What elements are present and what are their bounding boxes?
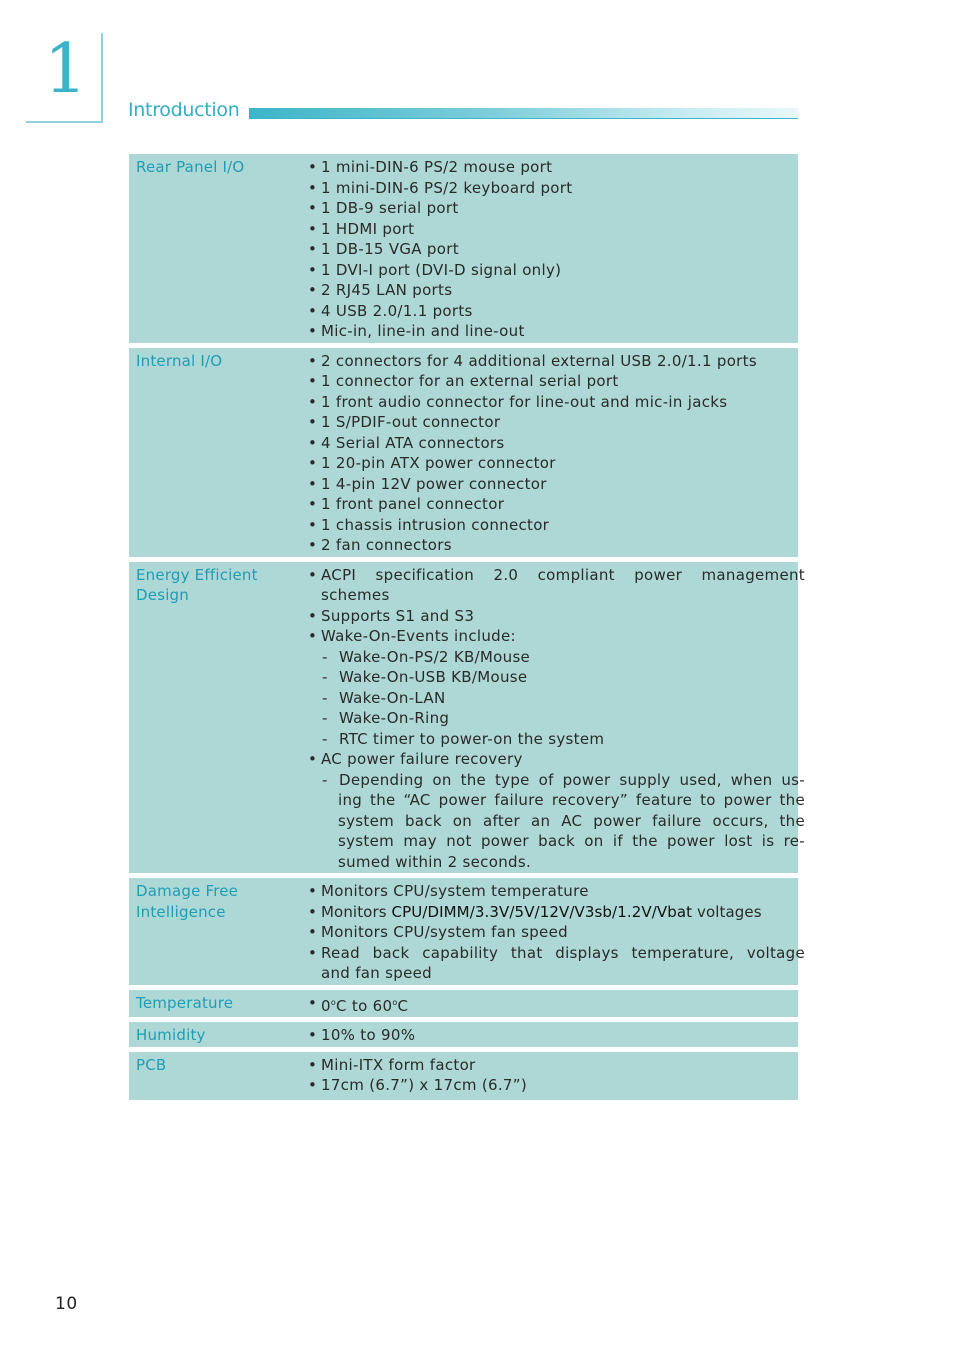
sub-list-item: - Wake-On-PS/2 KB/Mouse bbox=[322, 647, 531, 666]
chapter-number: 1 bbox=[44, 30, 88, 109]
spec-label: Damage Free Intelligence bbox=[136, 882, 239, 921]
sub-list-item: - Depending on the type of power supply used, when us- bbox=[322, 770, 805, 789]
list-item: • Read back capability that displays temperature, voltage bbox=[308, 943, 805, 962]
list-item: • 2 fan connectors bbox=[308, 536, 452, 554]
sub-list-item-continuation: ing the “AC power failure recovery” feature to power the bbox=[338, 791, 805, 809]
chapter-divider-vertical bbox=[101, 33, 103, 123]
list-item: • Monitors CPU/system temperature bbox=[308, 882, 589, 900]
list-item: • 1 mini-DIN-6 PS/2 keyboard port bbox=[308, 178, 573, 197]
spec-row-internal-io bbox=[129, 348, 798, 557]
sub-list-item: - Wake-On-Ring bbox=[322, 709, 450, 727]
spec-row-rear-panel-io bbox=[129, 154, 798, 343]
chapter-divider-horizontal bbox=[26, 121, 103, 123]
spec-items bbox=[300, 1025, 805, 1046]
list-item: • Wake-On-Events include: bbox=[308, 627, 516, 645]
page-number: 10 bbox=[55, 1294, 78, 1314]
list-item: • 1 DVI-I port (DVI-D signal only) bbox=[308, 260, 562, 279]
chapter-title-bar bbox=[249, 108, 798, 118]
list-item-continuation: and fan speed bbox=[321, 964, 432, 982]
list-item: • 2 RJ45 LAN ports bbox=[308, 281, 453, 299]
list-item: • 1 20-pin ATX power connector bbox=[308, 454, 556, 472]
list-item: • AC power failure recovery bbox=[308, 750, 523, 768]
spec-row-damage-free-intelligence bbox=[129, 878, 805, 985]
list-item: • 1 chassis intrusion connector bbox=[308, 515, 550, 534]
spec-label: Humidity bbox=[136, 1026, 206, 1044]
sub-list-item-continuation: system back on after an AC power failure occurs, the bbox=[338, 811, 805, 830]
list-item: • 1 S/PDIF-out connector bbox=[308, 413, 501, 431]
list-item-continuation: schemes bbox=[321, 586, 390, 604]
list-item: • 1 DB-15 VGA port bbox=[308, 240, 459, 258]
spec-label: Internal I/O bbox=[136, 351, 223, 370]
spec-items bbox=[300, 881, 805, 984]
list-item: • 1 4-pin 12V power connector bbox=[308, 474, 547, 493]
chapter-title: Introduction bbox=[128, 99, 240, 121]
list-item: • 4 USB 2.0/1.1 ports bbox=[308, 301, 473, 320]
spec-label: Energy Efficient Design bbox=[136, 565, 258, 604]
sub-list-item-continuation: system may not power back on if the power lost is re- bbox=[338, 832, 805, 850]
spec-row-energy-efficient-design bbox=[129, 562, 805, 874]
list-item: • 0$^o$C to 60$^o$C bbox=[308, 993, 409, 1015]
list-item: • 1 HDMI port bbox=[308, 219, 415, 238]
spec-label: Temperature bbox=[136, 993, 234, 1012]
list-item: • 1 front audio connector for line-out and mic-in jacks bbox=[308, 392, 728, 411]
list-item: • 2 connectors for 4 additional external USB 2.0/1.1 ports bbox=[308, 351, 757, 370]
sub-list-item: - Wake-On-USB KB/Mouse bbox=[322, 668, 528, 686]
spec-items bbox=[300, 351, 805, 556]
list-item: • 1 front panel connector bbox=[308, 495, 505, 513]
list-item: • 1 DB-9 serial port bbox=[308, 199, 459, 217]
spec-items bbox=[300, 157, 805, 342]
list-item: • Monitors CPU/DIMM/3.3V/5V/12V/V3sb/1.2V/Vbat voltages bbox=[308, 902, 762, 921]
spec-row-temperature bbox=[129, 990, 798, 1018]
spec-items bbox=[300, 993, 805, 1017]
sub-list-item: - RTC timer to power-on the system bbox=[322, 729, 605, 748]
sub-list-item: - Wake-On-LAN bbox=[322, 688, 446, 707]
list-item: • Supports S1 and S3 bbox=[308, 606, 475, 625]
spec-row-humidity bbox=[129, 1022, 798, 1047]
spec-items bbox=[300, 1055, 805, 1096]
spec-table bbox=[129, 154, 805, 1105]
list-item: • 17cm (6.7”) x 17cm (6.7”) bbox=[308, 1076, 528, 1094]
spec-row-pcb bbox=[129, 1052, 798, 1100]
list-item: • 4 Serial ATA connectors bbox=[308, 433, 505, 452]
list-item: • ACPI specification 2.0 compliant power management bbox=[308, 565, 805, 584]
list-item: • 10% to 90% bbox=[308, 1026, 416, 1044]
spec-label: Rear Panel I/O bbox=[136, 158, 245, 176]
spec-items bbox=[300, 565, 805, 873]
list-item: • Monitors CPU/system fan speed bbox=[308, 923, 568, 941]
sub-list-item-continuation: sumed within 2 seconds. bbox=[338, 852, 532, 871]
spec-label: PCB bbox=[136, 1055, 167, 1074]
list-item: • Mic-in, line-in and line-out bbox=[308, 322, 525, 340]
list-item: • Mini-ITX form factor bbox=[308, 1055, 476, 1074]
list-item: • 1 connector for an external serial port bbox=[308, 372, 619, 390]
list-item: • 1 mini-DIN-6 PS/2 mouse port bbox=[308, 158, 553, 176]
